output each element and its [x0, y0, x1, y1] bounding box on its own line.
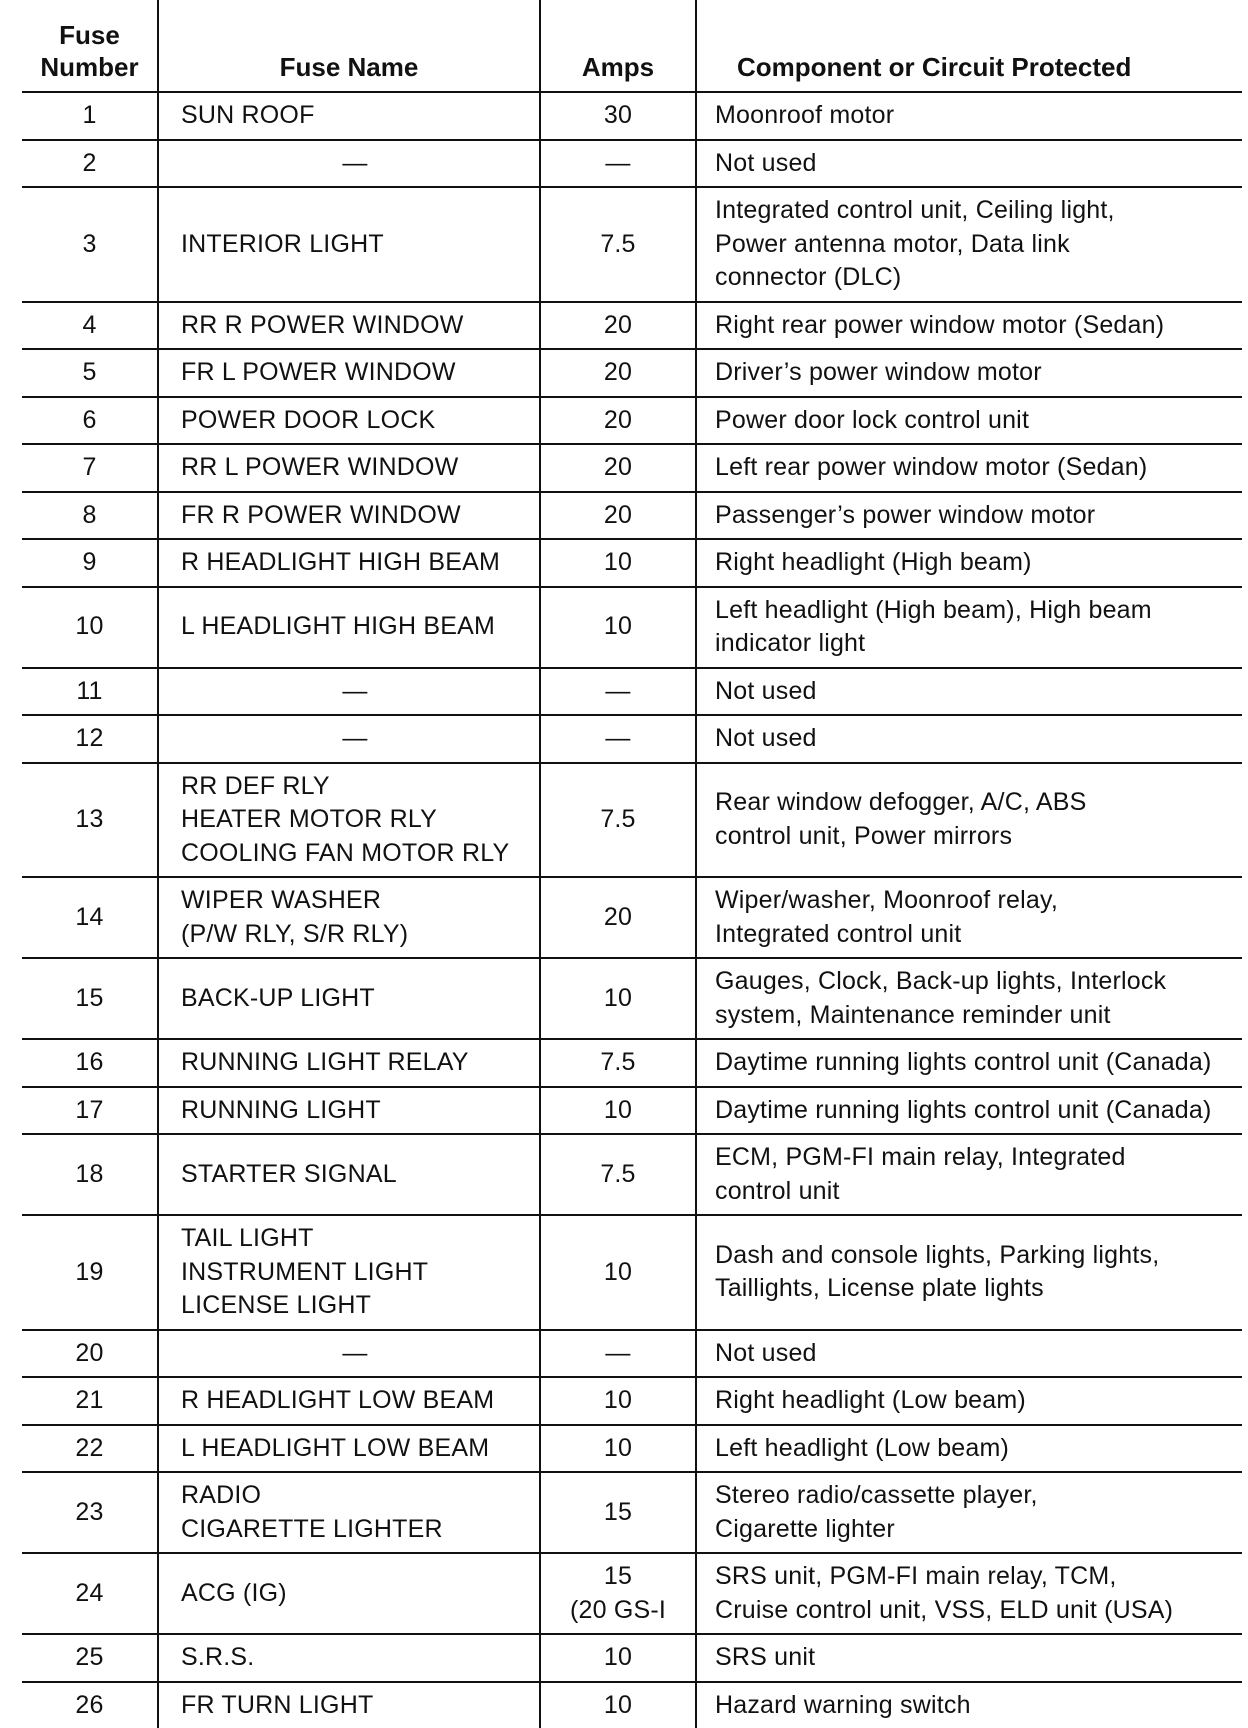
amps-cell — [540, 302, 696, 350]
component-cell — [696, 1377, 1242, 1425]
component-line: control unit — [715, 1175, 1238, 1209]
component-line: Right headlight (Low beam) — [715, 1384, 1238, 1418]
fuse-name-line: S.R.S. — [181, 1641, 529, 1675]
component-line: SRS unit — [715, 1641, 1238, 1675]
amps-line: 15 — [551, 1496, 685, 1530]
fuse-number-cell: 26 — [22, 1682, 158, 1728]
table-row — [22, 302, 1242, 350]
table-row — [22, 668, 1242, 716]
component-cell — [696, 140, 1242, 188]
fuse-name-cell — [158, 397, 540, 445]
fuse-name-cell — [158, 668, 540, 716]
fuse-number-cell: 8 — [22, 492, 158, 540]
amps-cell — [540, 958, 696, 1039]
component-line: Daytime running lights control unit (Canada) — [715, 1094, 1238, 1128]
component-cell — [696, 397, 1242, 445]
amps-cell — [540, 1330, 696, 1378]
fuse-name-cell — [158, 1377, 540, 1425]
component-line: Passenger’s power window motor — [715, 499, 1238, 533]
table-row — [22, 1425, 1242, 1473]
component-cell — [696, 187, 1242, 302]
amps-line: 10 — [551, 1689, 685, 1723]
component-line: Stereo radio/cassette player, — [715, 1479, 1238, 1513]
component-line: Driver’s power window motor — [715, 356, 1238, 390]
fuse-name-line: INTERIOR LIGHT — [181, 228, 529, 262]
fuse-name-cell — [158, 587, 540, 668]
fuse-name-line: L HEADLIGHT HIGH BEAM — [181, 610, 529, 644]
component-line: Not used — [715, 675, 1238, 709]
component-cell — [696, 1472, 1242, 1553]
fuse-name-line: RR L POWER WINDOW — [181, 451, 529, 485]
fuse-name-cell — [158, 1634, 540, 1682]
fuse-number-cell: 9 — [22, 539, 158, 587]
amps-line: — — [551, 147, 685, 181]
component-line: Cigarette lighter — [715, 1513, 1238, 1547]
amps-cell — [540, 539, 696, 587]
amps-cell — [540, 1039, 696, 1087]
amps-cell — [540, 1134, 696, 1215]
table-row — [22, 539, 1242, 587]
fuse-name-cell — [158, 1039, 540, 1087]
amps-line: — — [551, 675, 685, 709]
fuse-table-sheet — [22, 0, 1242, 1728]
fuse-name-line: — — [181, 675, 529, 709]
amps-line: 7.5 — [551, 803, 685, 837]
fuse-name-line: BACK-UP LIGHT — [181, 982, 529, 1016]
fuse-name-cell — [158, 349, 540, 397]
amps-line: 20 — [551, 404, 685, 438]
header-row — [22, 0, 1242, 92]
fuse-name-cell — [158, 1472, 540, 1553]
table-row — [22, 140, 1242, 188]
fuse-number-cell: 12 — [22, 715, 158, 763]
fuse-name-cell — [158, 302, 540, 350]
component-cell — [696, 1330, 1242, 1378]
fuse-name-cell — [158, 1087, 540, 1135]
component-line: Gauges, Clock, Back-up lights, Interlock — [715, 965, 1238, 999]
component-cell — [696, 1087, 1242, 1135]
table-row — [22, 1330, 1242, 1378]
amps-cell — [540, 1425, 696, 1473]
amps-cell — [540, 1087, 696, 1135]
component-line: Right rear power window motor (Sedan) — [715, 309, 1238, 343]
fuse-name-line: STARTER SIGNAL — [181, 1158, 529, 1192]
amps-line: 10 — [551, 1384, 685, 1418]
component-cell — [696, 302, 1242, 350]
component-line: Wiper/washer, Moonroof relay, — [715, 884, 1238, 918]
fuse-number-cell: 4 — [22, 302, 158, 350]
fuse-name-cell — [158, 92, 540, 140]
fuse-number-cell: 17 — [22, 1087, 158, 1135]
fuse-name-cell — [158, 444, 540, 492]
component-cell — [696, 763, 1242, 878]
amps-line: 10 — [551, 1094, 685, 1128]
amps-line: — — [551, 1337, 685, 1371]
table-row — [22, 1682, 1242, 1728]
component-line: Rear window defogger, A/C, ABS — [715, 786, 1238, 820]
fuse-name-line: TAIL LIGHT — [181, 1222, 529, 1256]
fuse-name-cell — [158, 539, 540, 587]
amps-cell — [540, 715, 696, 763]
table-row — [22, 1087, 1242, 1135]
table-row — [22, 1634, 1242, 1682]
component-line: Integrated control unit — [715, 918, 1238, 952]
component-cell — [696, 668, 1242, 716]
amps-line: — — [551, 722, 685, 756]
fuse-number-cell: 22 — [22, 1425, 158, 1473]
amps-cell — [540, 140, 696, 188]
amps-line: 7.5 — [551, 228, 685, 262]
amps-cell — [540, 187, 696, 302]
fuse-name-line: FR TURN LIGHT — [181, 1689, 529, 1723]
fuse-name-line: HEATER MOTOR RLY — [181, 803, 529, 837]
fuse-name-cell — [158, 140, 540, 188]
component-cell — [696, 539, 1242, 587]
amps-line: 10 — [551, 1432, 685, 1466]
fuse-name-line: RUNNING LIGHT — [181, 1094, 529, 1128]
fuse-name-line: POWER DOOR LOCK — [181, 404, 529, 438]
amps-cell — [540, 444, 696, 492]
amps-cell — [540, 92, 696, 140]
fuse-name-line: RR R POWER WINDOW — [181, 309, 529, 343]
component-cell — [696, 1215, 1242, 1330]
amps-line: 7.5 — [551, 1046, 685, 1080]
fuse-name-cell — [158, 1215, 540, 1330]
table-row — [22, 587, 1242, 668]
amps-line: 20 — [551, 356, 685, 390]
fuse-table-body — [22, 92, 1242, 1728]
header-fuse-number — [22, 0, 158, 92]
fuse-name-line: L HEADLIGHT LOW BEAM — [181, 1432, 529, 1466]
component-cell — [696, 587, 1242, 668]
amps-cell — [540, 668, 696, 716]
table-row — [22, 1472, 1242, 1553]
component-line: Left headlight (High beam), High beam — [715, 594, 1238, 628]
fuse-name-line: FR L POWER WINDOW — [181, 356, 529, 390]
component-line: Daytime running lights control unit (Canada) — [715, 1046, 1238, 1080]
amps-line: 10 — [551, 1256, 685, 1290]
fuse-number-cell: 14 — [22, 877, 158, 958]
fuse-name-cell — [158, 1425, 540, 1473]
component-line: Taillights, License plate lights — [715, 1272, 1238, 1306]
component-line: Not used — [715, 722, 1238, 756]
fuse-name-line: RUNNING LIGHT RELAY — [181, 1046, 529, 1080]
fuse-name-line: INSTRUMENT LIGHT — [181, 1256, 529, 1290]
fuse-name-line: (P/W RLY, S/R RLY) — [181, 918, 529, 952]
component-line: indicator light — [715, 627, 1238, 661]
component-line: ECM, PGM-FI main relay, Integrated — [715, 1141, 1238, 1175]
fuse-name-cell — [158, 877, 540, 958]
amps-line: 10 — [551, 1641, 685, 1675]
table-row — [22, 397, 1242, 445]
component-cell — [696, 492, 1242, 540]
amps-cell — [540, 1553, 696, 1634]
amps-cell — [540, 397, 696, 445]
component-line: control unit, Power mirrors — [715, 820, 1238, 854]
amps-line: 20 — [551, 499, 685, 533]
fuse-name-line: CIGARETTE LIGHTER — [181, 1513, 529, 1547]
fuse-number-cell: 25 — [22, 1634, 158, 1682]
fuse-name-line: R HEADLIGHT HIGH BEAM — [181, 546, 529, 580]
amps-cell — [540, 587, 696, 668]
fuse-name-line: RADIO — [181, 1479, 529, 1513]
fuse-number-cell: 23 — [22, 1472, 158, 1553]
component-cell — [696, 92, 1242, 140]
fuse-name-cell — [158, 187, 540, 302]
amps-line: (20 GS-I — [551, 1594, 685, 1628]
amps-cell — [540, 763, 696, 878]
amps-line: 20 — [551, 451, 685, 485]
amps-cell — [540, 1377, 696, 1425]
table-row — [22, 1553, 1242, 1634]
component-cell — [696, 349, 1242, 397]
fuse-name-line: RR DEF RLY — [181, 770, 529, 804]
fuse-name-line: LICENSE LIGHT — [181, 1289, 529, 1323]
table-row — [22, 187, 1242, 302]
amps-cell — [540, 1215, 696, 1330]
amps-line: 7.5 — [551, 1158, 685, 1192]
component-cell — [696, 1553, 1242, 1634]
fuse-number-cell: 18 — [22, 1134, 158, 1215]
fuse-name-cell — [158, 492, 540, 540]
component-line: Not used — [715, 147, 1238, 181]
amps-line: 20 — [551, 901, 685, 935]
amps-cell — [540, 492, 696, 540]
component-line: Moonroof motor — [715, 99, 1238, 133]
fuse-name-cell — [158, 958, 540, 1039]
fuse-name-line: — — [181, 147, 529, 181]
component-line: Left headlight (Low beam) — [715, 1432, 1238, 1466]
header-fuse-name: Fuse Name — [158, 0, 540, 92]
component-line: Right headlight (High beam) — [715, 546, 1238, 580]
component-cell — [696, 444, 1242, 492]
amps-line: 10 — [551, 610, 685, 644]
amps-cell — [540, 877, 696, 958]
table-row — [22, 1377, 1242, 1425]
table-row — [22, 877, 1242, 958]
table-row — [22, 1134, 1242, 1215]
component-cell — [696, 1634, 1242, 1682]
header-component: Component or Circuit Protected — [696, 0, 1242, 92]
amps-line: 10 — [551, 982, 685, 1016]
fuse-name-cell — [158, 1330, 540, 1378]
fuse-name-cell — [158, 1682, 540, 1728]
fuse-name-cell — [158, 763, 540, 878]
fuse-number-cell: 13 — [22, 763, 158, 878]
fuse-number-cell: 3 — [22, 187, 158, 302]
component-cell — [696, 1682, 1242, 1728]
fuse-name-line: SUN ROOF — [181, 99, 529, 133]
fuse-name-cell — [158, 715, 540, 763]
fuse-name-line: ACG (IG) — [181, 1577, 529, 1611]
component-line: Power door lock control unit — [715, 404, 1238, 438]
amps-cell — [540, 349, 696, 397]
fuse-number-cell: 20 — [22, 1330, 158, 1378]
header-fuse-number-line: Fuse — [26, 19, 153, 51]
component-line: connector (DLC) — [715, 261, 1238, 295]
fuse-table — [22, 0, 1242, 1728]
fuse-number-cell: 10 — [22, 587, 158, 668]
table-row — [22, 1039, 1242, 1087]
component-cell — [696, 1425, 1242, 1473]
component-cell — [696, 1039, 1242, 1087]
fuse-number-cell: 19 — [22, 1215, 158, 1330]
header-amps: Amps — [540, 0, 696, 92]
component-line: Cruise control unit, VSS, ELD unit (USA) — [715, 1594, 1238, 1628]
fuse-number-cell: 6 — [22, 397, 158, 445]
component-line: SRS unit, PGM-FI main relay, TCM, — [715, 1560, 1238, 1594]
amps-cell — [540, 1682, 696, 1728]
fuse-name-line: — — [181, 1337, 529, 1371]
component-line: Not used — [715, 1337, 1238, 1371]
table-row — [22, 92, 1242, 140]
component-cell — [696, 877, 1242, 958]
component-line: Dash and console lights, Parking lights, — [715, 1239, 1238, 1273]
fuse-number-cell: 7 — [22, 444, 158, 492]
fuse-name-line: — — [181, 722, 529, 756]
component-line: Hazard warning switch — [715, 1689, 1238, 1723]
component-cell — [696, 715, 1242, 763]
fuse-number-cell: 11 — [22, 668, 158, 716]
table-row — [22, 763, 1242, 878]
table-row — [22, 958, 1242, 1039]
component-line: Integrated control unit, Ceiling light, — [715, 194, 1238, 228]
fuse-number-cell: 24 — [22, 1553, 158, 1634]
component-cell — [696, 958, 1242, 1039]
table-row — [22, 444, 1242, 492]
amps-line: 20 — [551, 309, 685, 343]
fuse-number-cell: 21 — [22, 1377, 158, 1425]
fuse-number-cell: 2 — [22, 140, 158, 188]
fuse-number-cell: 1 — [22, 92, 158, 140]
table-row — [22, 349, 1242, 397]
fuse-number-cell: 5 — [22, 349, 158, 397]
fuse-name-cell — [158, 1553, 540, 1634]
table-row — [22, 715, 1242, 763]
fuse-number-cell: 16 — [22, 1039, 158, 1087]
component-line: Left rear power window motor (Sedan) — [715, 451, 1238, 485]
fuse-name-line: COOLING FAN MOTOR RLY — [181, 837, 529, 871]
component-line: Power antenna motor, Data link — [715, 228, 1238, 262]
fuse-name-cell — [158, 1134, 540, 1215]
amps-line: 15 — [551, 1560, 685, 1594]
table-row — [22, 492, 1242, 540]
component-line: system, Maintenance reminder unit — [715, 999, 1238, 1033]
fuse-name-line: FR R POWER WINDOW — [181, 499, 529, 533]
amps-cell — [540, 1634, 696, 1682]
amps-line: 30 — [551, 99, 685, 133]
table-row — [22, 1215, 1242, 1330]
amps-cell — [540, 1472, 696, 1553]
fuse-name-line: WIPER WASHER — [181, 884, 529, 918]
component-cell — [696, 1134, 1242, 1215]
header-fuse-number-line: Number — [26, 51, 153, 83]
amps-line: 10 — [551, 546, 685, 580]
fuse-number-cell: 15 — [22, 958, 158, 1039]
fuse-name-line: R HEADLIGHT LOW BEAM — [181, 1384, 529, 1418]
